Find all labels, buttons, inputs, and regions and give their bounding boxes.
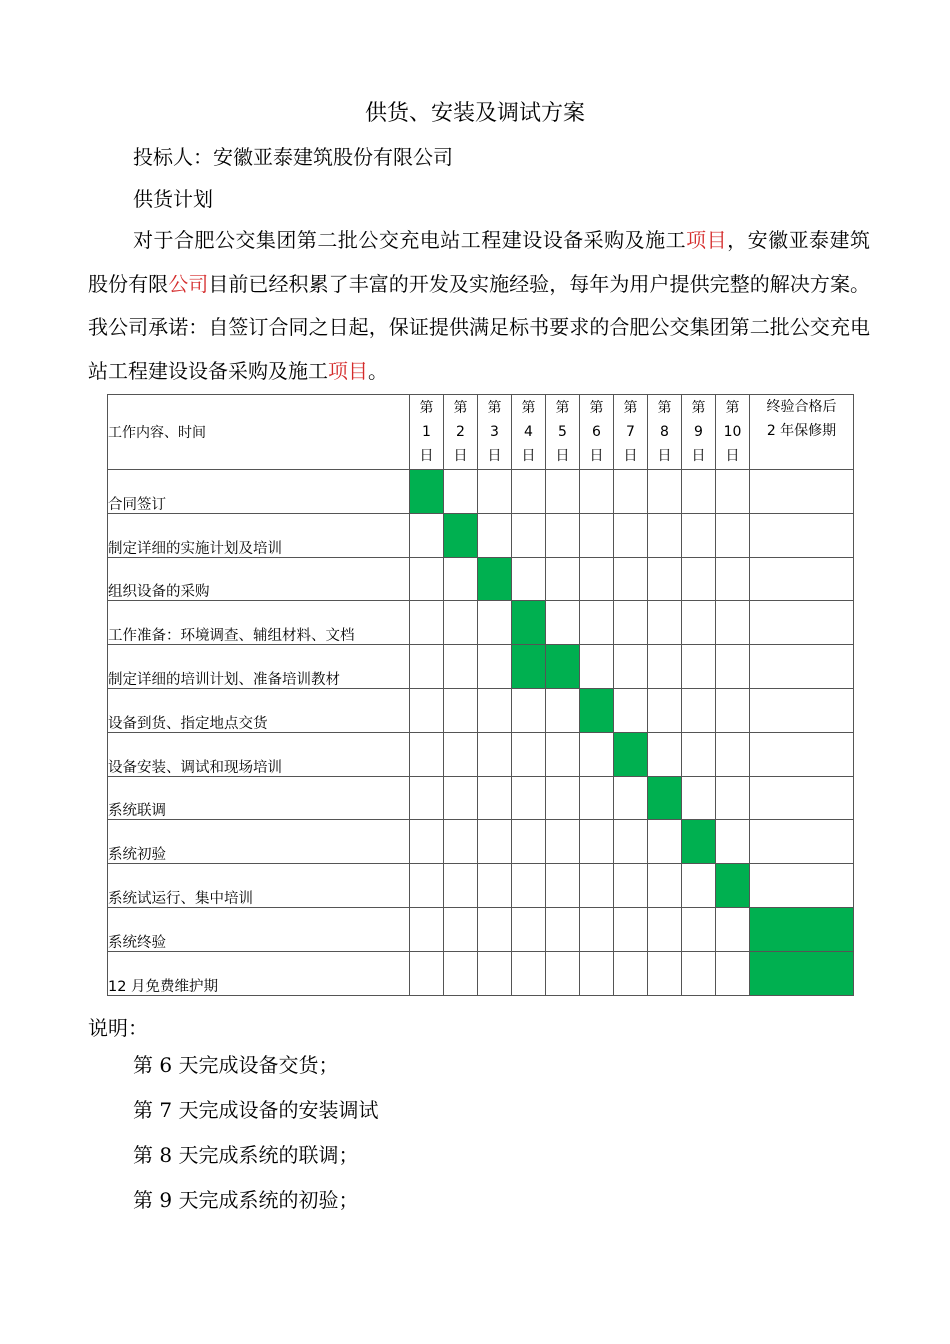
gantt-bar-cell xyxy=(716,864,750,908)
gantt-empty-cell xyxy=(546,470,580,514)
gantt-empty-cell xyxy=(716,951,750,995)
gantt-empty-cell xyxy=(648,645,682,689)
gantt-empty-cell xyxy=(750,557,854,601)
gantt-empty-cell xyxy=(444,776,478,820)
day-number: 8 xyxy=(660,424,669,440)
day-number: 2 xyxy=(456,424,465,440)
gantt-empty-cell xyxy=(410,907,444,951)
day-prefix: 第 xyxy=(657,400,672,416)
day-suffix: 日 xyxy=(691,448,706,464)
day-number: 9 xyxy=(694,424,703,440)
gantt-empty-cell xyxy=(682,732,716,776)
note-item: 第 6 天完成设备交货； xyxy=(133,1053,339,1077)
schedule-body xyxy=(108,470,854,996)
gantt-empty-cell xyxy=(444,951,478,995)
schedule-row xyxy=(108,864,854,908)
para-highlight-1: 项目 xyxy=(686,228,728,252)
gantt-empty-cell xyxy=(546,907,580,951)
gantt-empty-cell xyxy=(444,820,478,864)
header-warranty-line1: 终验合格后 xyxy=(766,399,837,415)
gantt-empty-cell xyxy=(444,732,478,776)
header-day-7 xyxy=(614,395,648,470)
task-label: 系统初验 xyxy=(108,820,410,864)
header-day-8 xyxy=(648,395,682,470)
gantt-empty-cell xyxy=(512,513,546,557)
day-prefix: 第 xyxy=(555,400,570,416)
gantt-empty-cell xyxy=(478,820,512,864)
gantt-empty-cell xyxy=(614,470,648,514)
gantt-empty-cell xyxy=(648,601,682,645)
gantt-empty-cell xyxy=(444,864,478,908)
task-label: 组织设备的采购 xyxy=(108,557,410,601)
gantt-empty-cell xyxy=(410,820,444,864)
gantt-empty-cell xyxy=(648,732,682,776)
gantt-empty-cell xyxy=(614,951,648,995)
gantt-empty-cell xyxy=(478,732,512,776)
schedule-row xyxy=(108,688,854,732)
gantt-empty-cell xyxy=(682,557,716,601)
gantt-empty-cell xyxy=(614,776,648,820)
day-prefix: 第 xyxy=(623,400,638,416)
task-label: 设备到货、指定地点交货 xyxy=(108,688,410,732)
gantt-empty-cell xyxy=(580,470,614,514)
gantt-empty-cell xyxy=(682,776,716,820)
day-suffix: 日 xyxy=(657,448,672,464)
gantt-empty-cell xyxy=(512,470,546,514)
gantt-bar-cell xyxy=(648,776,682,820)
task-label: 系统终验 xyxy=(108,907,410,951)
gantt-empty-cell xyxy=(716,732,750,776)
day-number: 3 xyxy=(490,424,499,440)
day-number: 6 xyxy=(592,424,601,440)
gantt-bar-cell xyxy=(512,601,546,645)
task-label: 系统联调 xyxy=(108,776,410,820)
header-day-6 xyxy=(580,395,614,470)
gantt-bar-cell xyxy=(750,907,854,951)
gantt-empty-cell xyxy=(478,688,512,732)
day-suffix: 日 xyxy=(521,448,536,464)
gantt-empty-cell xyxy=(614,864,648,908)
header-day-10 xyxy=(716,395,750,470)
task-label: 制定详细的实施计划及培训 xyxy=(108,513,410,557)
gantt-empty-cell xyxy=(410,951,444,995)
header-day-4 xyxy=(512,395,546,470)
header-day-9 xyxy=(682,395,716,470)
gantt-empty-cell xyxy=(546,820,580,864)
gantt-empty-cell xyxy=(512,864,546,908)
schedule-row xyxy=(108,732,854,776)
gantt-empty-cell xyxy=(580,864,614,908)
gantt-empty-cell xyxy=(614,513,648,557)
gantt-empty-cell xyxy=(682,645,716,689)
gantt-empty-cell xyxy=(410,513,444,557)
schedule-row xyxy=(108,820,854,864)
gantt-empty-cell xyxy=(478,951,512,995)
gantt-empty-cell xyxy=(614,601,648,645)
para-text-1: 对于合肥公交集团第二批公交充电站工程建设设备采购及施工 xyxy=(133,228,687,252)
para-text-3: 目前已经积累了丰富的开发及实施经验，每年为用户提供完整的解决方案。我公司承诺：自签订合同之日起，保证提供满足标书要求的合肥公交集团第二批公交充电站工程建设设备采购及施工 xyxy=(88,271,871,383)
schedule-row xyxy=(108,645,854,689)
para-highlight-2: 公司 xyxy=(168,271,209,296)
header-day-2 xyxy=(444,395,478,470)
header-day-1 xyxy=(410,395,444,470)
day-number: 1 xyxy=(422,424,431,440)
header-day-5 xyxy=(546,395,580,470)
gantt-empty-cell xyxy=(750,601,854,645)
gantt-empty-cell xyxy=(716,513,750,557)
gantt-empty-cell xyxy=(580,820,614,864)
gantt-bar-cell xyxy=(750,951,854,995)
gantt-empty-cell xyxy=(750,820,854,864)
gantt-empty-cell xyxy=(410,601,444,645)
header-day-3 xyxy=(478,395,512,470)
schedule-row xyxy=(108,557,854,601)
day-prefix: 第 xyxy=(453,400,468,416)
gantt-empty-cell xyxy=(478,907,512,951)
day-suffix: 日 xyxy=(725,448,740,464)
day-number: 7 xyxy=(626,424,635,440)
day-suffix: 日 xyxy=(555,448,570,464)
day-number: 5 xyxy=(558,424,567,440)
gantt-empty-cell xyxy=(478,601,512,645)
gantt-empty-cell xyxy=(444,645,478,689)
gantt-empty-cell xyxy=(750,732,854,776)
gantt-empty-cell xyxy=(444,470,478,514)
note-item: 第 9 天完成系统的初验； xyxy=(133,1188,359,1212)
gantt-empty-cell xyxy=(580,601,614,645)
gantt-empty-cell xyxy=(546,951,580,995)
gantt-empty-cell xyxy=(682,470,716,514)
gantt-empty-cell xyxy=(648,513,682,557)
gantt-empty-cell xyxy=(716,557,750,601)
gantt-empty-cell xyxy=(580,645,614,689)
gantt-empty-cell xyxy=(512,557,546,601)
gantt-bar-cell xyxy=(410,470,444,514)
gantt-empty-cell xyxy=(682,688,716,732)
gantt-empty-cell xyxy=(716,820,750,864)
gantt-empty-cell xyxy=(478,513,512,557)
gantt-empty-cell xyxy=(648,907,682,951)
gantt-empty-cell xyxy=(716,470,750,514)
schedule-header-row xyxy=(108,395,854,470)
gantt-empty-cell xyxy=(614,820,648,864)
gantt-empty-cell xyxy=(410,688,444,732)
gantt-empty-cell xyxy=(580,513,614,557)
gantt-empty-cell xyxy=(716,688,750,732)
gantt-empty-cell xyxy=(648,557,682,601)
day-prefix: 第 xyxy=(521,400,536,416)
gantt-bar-cell xyxy=(614,732,648,776)
notes-heading: 说明： xyxy=(88,1016,148,1040)
gantt-empty-cell xyxy=(648,864,682,908)
day-suffix: 日 xyxy=(623,448,638,464)
gantt-empty-cell xyxy=(512,907,546,951)
gantt-bar-cell xyxy=(682,820,716,864)
gantt-empty-cell xyxy=(682,907,716,951)
intro-paragraph xyxy=(88,219,870,393)
gantt-empty-cell xyxy=(614,645,648,689)
gantt-empty-cell xyxy=(648,470,682,514)
task-label: 系统试运行、集中培训 xyxy=(108,864,410,908)
gantt-empty-cell xyxy=(410,864,444,908)
gantt-empty-cell xyxy=(614,557,648,601)
section-heading: 供货计划 xyxy=(133,187,213,211)
schedule-table xyxy=(107,394,854,996)
gantt-empty-cell xyxy=(648,951,682,995)
day-prefix: 第 xyxy=(487,400,502,416)
gantt-bar-cell xyxy=(444,513,478,557)
para-highlight-3: 项目 xyxy=(328,358,368,383)
gantt-empty-cell xyxy=(648,688,682,732)
gantt-empty-cell xyxy=(478,470,512,514)
para-text-2: ，安徽亚泰建筑股份有限 xyxy=(88,228,871,296)
gantt-empty-cell xyxy=(444,557,478,601)
gantt-empty-cell xyxy=(410,645,444,689)
header-warranty xyxy=(750,395,854,470)
gantt-empty-cell xyxy=(716,601,750,645)
gantt-empty-cell xyxy=(444,907,478,951)
schedule-row xyxy=(108,470,854,514)
gantt-empty-cell xyxy=(716,776,750,820)
day-number: 10 xyxy=(723,424,742,440)
gantt-empty-cell xyxy=(682,513,716,557)
schedule-row xyxy=(108,601,854,645)
day-prefix: 第 xyxy=(691,400,706,416)
day-prefix: 第 xyxy=(419,400,434,416)
schedule-row xyxy=(108,951,854,995)
gantt-empty-cell xyxy=(682,951,716,995)
gantt-empty-cell xyxy=(546,688,580,732)
gantt-empty-cell xyxy=(546,513,580,557)
task-label: 制定详细的培训计划、准备培训教材 xyxy=(108,645,410,689)
gantt-empty-cell xyxy=(614,688,648,732)
gantt-bar-cell xyxy=(580,688,614,732)
gantt-empty-cell xyxy=(512,776,546,820)
day-suffix: 日 xyxy=(589,448,604,464)
gantt-empty-cell xyxy=(750,645,854,689)
gantt-empty-cell xyxy=(580,557,614,601)
gantt-empty-cell xyxy=(512,820,546,864)
task-label: 设备安装、调试和现场培训 xyxy=(108,732,410,776)
gantt-empty-cell xyxy=(580,732,614,776)
gantt-empty-cell xyxy=(682,601,716,645)
day-number: 4 xyxy=(524,424,533,440)
gantt-empty-cell xyxy=(410,557,444,601)
gantt-empty-cell xyxy=(682,864,716,908)
gantt-empty-cell xyxy=(614,907,648,951)
gantt-empty-cell xyxy=(478,645,512,689)
gantt-empty-cell xyxy=(546,557,580,601)
day-prefix: 第 xyxy=(589,400,604,416)
schedule-row xyxy=(108,513,854,557)
gantt-empty-cell xyxy=(546,776,580,820)
para-text-4: 。 xyxy=(368,358,388,383)
day-prefix: 第 xyxy=(725,400,740,416)
schedule-row xyxy=(108,776,854,820)
note-item: 第 7 天完成设备的安装调试 xyxy=(133,1098,379,1122)
day-suffix: 日 xyxy=(453,448,468,464)
gantt-empty-cell xyxy=(444,601,478,645)
gantt-empty-cell xyxy=(546,601,580,645)
gantt-bar-cell xyxy=(478,557,512,601)
gantt-bar-cell xyxy=(512,645,546,689)
gantt-empty-cell xyxy=(512,951,546,995)
gantt-empty-cell xyxy=(546,732,580,776)
gantt-empty-cell xyxy=(478,776,512,820)
gantt-empty-cell xyxy=(478,864,512,908)
gantt-empty-cell xyxy=(750,688,854,732)
day-suffix: 日 xyxy=(487,448,502,464)
note-item: 第 8 天完成系统的联调； xyxy=(133,1143,359,1167)
header-warranty-line2: 2 年保修期 xyxy=(766,423,837,439)
gantt-empty-cell xyxy=(648,820,682,864)
schedule-row xyxy=(108,907,854,951)
gantt-empty-cell xyxy=(750,470,854,514)
gantt-bar-cell xyxy=(546,645,580,689)
gantt-empty-cell xyxy=(512,688,546,732)
gantt-empty-cell xyxy=(512,732,546,776)
gantt-empty-cell xyxy=(750,513,854,557)
day-suffix: 日 xyxy=(419,448,434,464)
gantt-empty-cell xyxy=(716,907,750,951)
gantt-empty-cell xyxy=(580,776,614,820)
task-label: 工作准备：环境调查、辅组材料、文档 xyxy=(108,601,410,645)
gantt-empty-cell xyxy=(580,951,614,995)
task-label: 合同签订 xyxy=(108,470,410,514)
bidder-line: 投标人：安徽亚泰建筑股份有限公司 xyxy=(133,145,453,169)
gantt-empty-cell xyxy=(750,864,854,908)
header-task: 工作内容、时间 xyxy=(108,395,410,470)
document-title: 供货、安装及调试方案 xyxy=(364,101,585,126)
gantt-empty-cell xyxy=(444,688,478,732)
gantt-empty-cell xyxy=(716,645,750,689)
gantt-empty-cell xyxy=(580,907,614,951)
gantt-empty-cell xyxy=(750,776,854,820)
gantt-empty-cell xyxy=(410,732,444,776)
gantt-empty-cell xyxy=(546,864,580,908)
gantt-empty-cell xyxy=(410,776,444,820)
task-label: 12 月免费维护期 xyxy=(108,951,410,995)
